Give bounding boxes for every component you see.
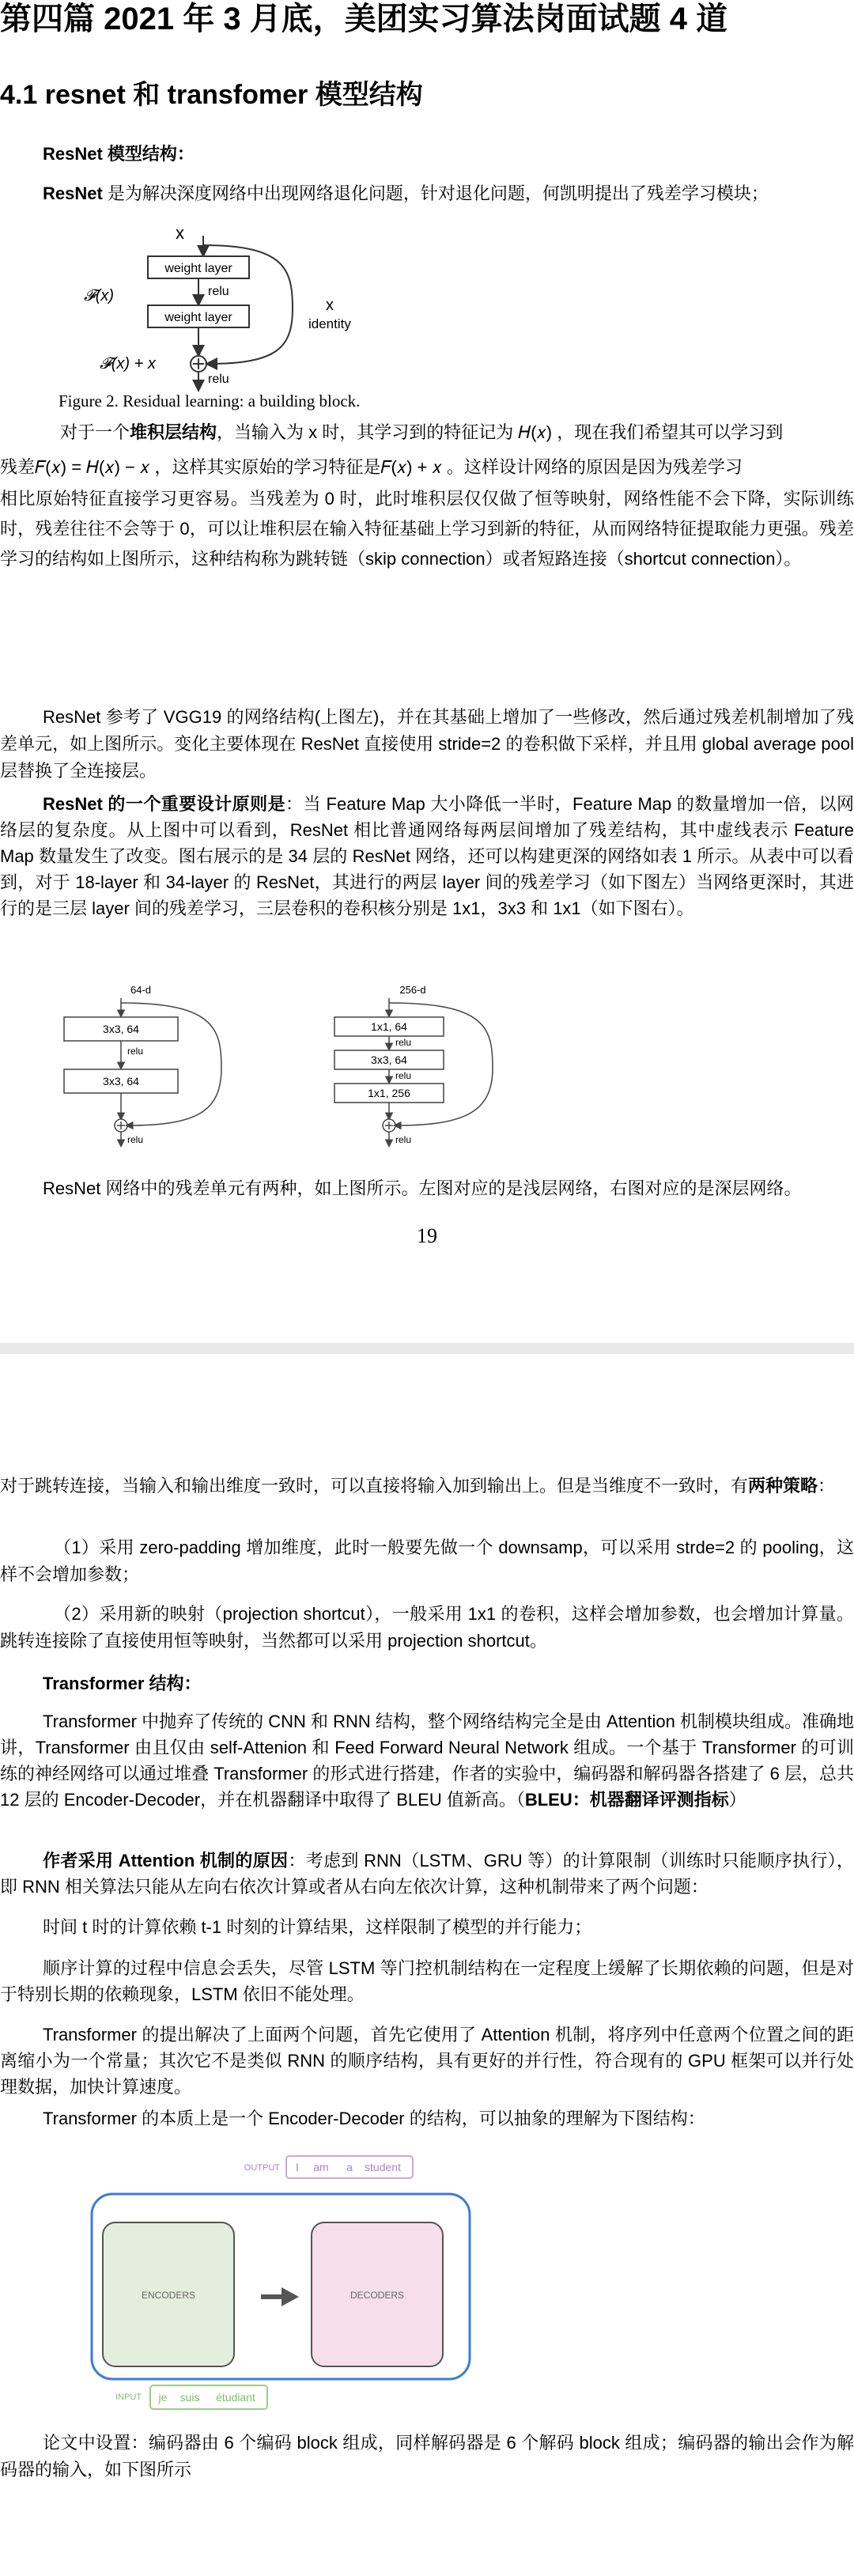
fig2-caption: Figure 2. Residual learning: a building block. [59, 392, 361, 410]
bottleneck-relu-1: relu [395, 1037, 412, 1048]
output-word: student [365, 2161, 401, 2173]
encoders-label: ENCODERS [141, 2290, 196, 2301]
output-label: OUTPUT [244, 2163, 280, 2173]
resnet-para-4 [0, 791, 854, 921]
transformer-para-2 [0, 1848, 854, 1900]
resnet-para-5: ResNet 网络中的残差单元有两种，如上图所示。左图对应的是浅层网络，右图对应的是深层网络。 [43, 1178, 802, 1198]
transformer-para-5: Transformer 的提出解决了上面两个问题，首先它使用了 Attention 机制，将序列中任意两个位置之间的距离缩小为一个常量；其次它不是类似 RNN 的顺序结构，具有更好的并行性，符合现有的 GPU 框架可以并行处理数据，加快计算速度。 [0, 2025, 854, 2097]
encoder-decoder-figure [87, 2143, 482, 2424]
resnet-heading: ResNet 模型结构： [43, 144, 195, 164]
fig2-fx: 𝓕(x) [84, 287, 115, 305]
basic-conv-1-label: 3x3, 64 [103, 1023, 139, 1035]
basic-relu-out: relu [127, 1134, 144, 1145]
bottleneck-top-label: 256-d [399, 984, 426, 996]
transformer-para-7: 论文中设置：编码器由 6 个编码 block 组成，同样解码器是 6 个解码 block 组成；编码器的输出会作为解码器的输入，如下图所示 [0, 2433, 854, 2480]
output-word: a [346, 2161, 353, 2173]
fig2-identity-x: x [326, 297, 334, 314]
resnet-para-2-rest: 相比原始特征直接学习更容易。当残差为 0 时，此时堆积层仅仅做了恒等映射，网络性能不会下降，实际训练时，残差往往不会等于 0，可以让堆积层在输入特征基础上学习到新的特征，从而网络特征提取能力更强。残差学习的结构如上图所示，这种结构称为跳转链（skip connection）或者短路连接（shortcut connection）。 [0, 489, 854, 569]
bottleneck-conv-3-label: 1x1, 256 [368, 1087, 410, 1099]
bottleneck-conv-1-label: 1x1, 64 [371, 1020, 407, 1033]
basic-relu-1: relu [127, 1046, 144, 1057]
fig2-weight-layer-2-label: weight layer [164, 311, 232, 324]
tr-p4-c: ） [728, 1790, 746, 1810]
bottleneck-conv-2-label: 3x3, 64 [371, 1053, 407, 1066]
output-word: am [313, 2161, 329, 2173]
tr-p4-a: Transformer 中抛弃了传统的 CNN 和 RNN 结构，整个网络结构完全是由 Attention 机制模块组成。准确地讲，Transformer 由且仅由 self-Attenion 和 Feed Forward Neural Network 组成。一个基于 Transformer 的可训练的神经网络可以通过堆叠 Transformer 的形式进行搭建，作者的实验中，编码器和解码器各搭建了 6 层，总共 12 层的 Encoder-Decoder，并在机器翻译中取得了 BLEU 值新高。（ [0, 1712, 854, 1810]
input-label: INPUT [115, 2393, 142, 2402]
p2-line1-bold: 堆积层结构 [130, 422, 217, 442]
bottleneck-relu-out: relu [395, 1134, 412, 1145]
p4-bold: ResNet 的一个重要设计原则是 [43, 794, 286, 814]
section-title: 4.1 resnet 和 transfomer 模型结构 [0, 80, 423, 110]
input-word: suis [179, 2391, 200, 2404]
p2-line1-c: ，当输入为 x 时，其学习到的特征记为 𝐻(𝑥) ，现在我们希望其可以学习到 [217, 422, 784, 442]
skip-p1-bold: 两种策略 [748, 1476, 818, 1496]
bottleneck-relu-2: relu [395, 1070, 412, 1081]
p2-line1-a: 对于一个 [60, 422, 130, 442]
transformer-para-4: 顺序计算的过程中信息会丢失，尽管 LSTM 等门控机制结构在一定程度上缓解了长期依赖的问题，但是对于特别长期的依赖现象，LSTM 依旧不能处理。 [0, 1958, 854, 2004]
output-word: I [296, 2161, 299, 2173]
residual-block-figure [47, 221, 419, 415]
transformer-para-6: Transformer 的本质上是一个 Encoder-Decoder 的结构，可以抽象的理解为下图结构： [43, 2109, 705, 2128]
basic-block-figure [47, 981, 300, 1151]
page-title: 第四篇 2021 年 3 月底，美团实习算法岗面试题 4 道 [0, 2, 728, 36]
skip-p1-a: 对于跳转连接，当输入和输出维度一致时，可以直接将输入加到输出上。但是当维度不一致时，有 [0, 1476, 749, 1496]
fig2-fx-plus-x: 𝓕(x) + x [100, 355, 156, 373]
fig2-relu-1: relu [208, 285, 229, 298]
fig2-weight-layer-1-label: weight layer [164, 262, 232, 275]
basic-top-label: 64-d [130, 984, 152, 996]
input-word: étudiant [216, 2391, 255, 2404]
page-separator [0, 1343, 854, 1354]
resnet-para-3: ResNet 参考了 VGG19 的网络结构(上图左)，并在其基础上增加了一些修改，然后通过残差机制增加了残差单元，如上图所示。变化主要体现在 ResNet 直接使用 stride=2 的卷积做下采样，并且用 global average pool 层替换了全连接层。 [0, 707, 854, 781]
page-number: 19 [417, 1224, 437, 1247]
skip-para-3: （2）采用新的映射（projection shortcut），一般采用 1x1 的卷积，这样会增加参数，也会增加计算量。跳转连接除了直接使用恒等映射，当然都可以采用 projection shortcut。 [0, 1604, 854, 1651]
resnet-intro-text: 是为解决深度网络中出现网络退化问题，针对退化问题，何凯明提出了残差学习模块； [102, 183, 769, 203]
fig2-relu-out: relu [208, 373, 229, 386]
skip-para-1 [0, 1473, 854, 1500]
encoder-to-decoder-arrow [261, 2287, 299, 2306]
decoders-label: DECODERS [350, 2290, 405, 2301]
resnet-para-2 [0, 418, 854, 448]
transformer-para-1 [0, 1708, 854, 1813]
input-word: je [158, 2391, 168, 2404]
resnet-intro-bold: ResNet [43, 183, 103, 203]
transformer-para-3: 时间 t 时的计算依赖 t-1 时刻的计算结果，这样限制了模型的并行能力； [43, 1917, 592, 1937]
bottleneck-block-figure [312, 981, 565, 1151]
tr-p4-bold: BLEU：机器翻译评测指标 [524, 1790, 729, 1810]
tr-p5-bold: 作者采用 Attention 机制的原因 [43, 1851, 289, 1871]
transformer-heading: Transformer 结构： [43, 1674, 202, 1693]
basic-conv-2-label: 3x3, 64 [103, 1075, 139, 1088]
p4-text: ：当 Feature Map 大小降低一半时，Feature Map 的数量增加一倍，以网络层的复杂度。从上图中可以看到，ResNet 相比普通网络每两层间增加了残差结构，其中虚线表示 Feature Map 数量发生了改变。图右展示的是 34 层的 ResNet 网络，还可以构建更深的网络如表 1 所示。从表中可以看到，对于 18-layer 和 34-layer 的 ResNet，其进行的两层 layer 间的残差学习（如下图左）当网络更深时，其进行的是三层 layer 间的残差学习，三层卷积的卷积核分别是 1x1，3x3 和 1x1（如下图右）。 [0, 794, 854, 918]
tr-p5-text: ：考虑到 RNN（LSTM、GRU 等）的计算限制（训练时只能顺序执行），即 RNN 相关算法只能从左向右依次计算或者从右向左依次计算，这种机制带来了两个问题： [0, 1851, 854, 1897]
resnet-para-2-line2: 残差𝐹(𝑥) = 𝐻(𝑥) − 𝑥 ，这样其实原始的学习特征是𝐹(𝑥) + 𝑥 。这样设计网络的原因是因为残差学习 [0, 457, 743, 477]
skip-p1-c: ： [818, 1476, 836, 1496]
fig2-input-x: x [176, 223, 184, 243]
resnet-intro [43, 179, 826, 209]
fig2-identity-label: identity [308, 316, 351, 331]
skip-para-2: （1）采用 zero-padding 增加维度，此时一般要先做一个 downsamp，可以采用 strde=2 的 pooling，这样不会增加参数； [0, 1538, 854, 1584]
